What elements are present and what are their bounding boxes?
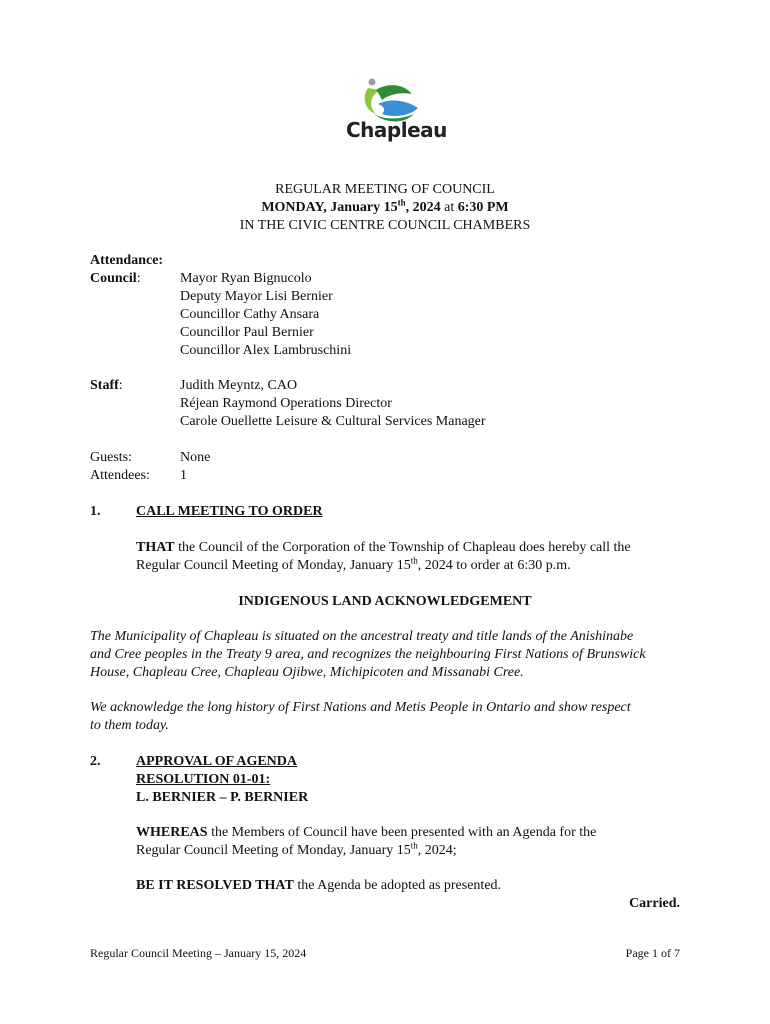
section-1-text-a: the Council of the Corporation of the Township of Chapleau does hereby call the (174, 540, 631, 555)
land-acknowledgement-heading: INDIGENOUS LAND ACKNOWLEDGEMENT (238, 594, 532, 609)
land-p2-line: to them today. (90, 718, 169, 733)
meeting-title (0, 181, 770, 199)
section-1-number: 1. (90, 504, 101, 519)
staff-label-colon: : (118, 378, 123, 393)
staff-member: Judith Meyntz, CAO (180, 378, 298, 393)
staff-member: Réjean Raymond Operations Director (180, 396, 392, 411)
carried-label: Carried. (629, 896, 680, 911)
meeting-at: at (440, 200, 458, 215)
page-number: Page 1 of 7 (625, 946, 680, 960)
meeting-day-suffix: th (397, 197, 406, 208)
chapleau-logo (338, 74, 447, 154)
guests-value: None (180, 450, 211, 465)
resolved-text: the Agenda be adopted as presented. (293, 878, 502, 893)
staff-list (180, 377, 486, 431)
land-p1-line: House, Chapleau Cree, Chapleau Ojibwe, Michipicoten and Missanabi Cree. (90, 665, 524, 680)
section-1-body (136, 539, 696, 575)
resolution-movers: L. BERNIER – P. BERNIER (136, 790, 309, 805)
section-2-whereas (136, 824, 696, 860)
staff-label (90, 377, 123, 395)
attendees-value: 1 (180, 468, 187, 483)
logo-wordmark: Chapleau (346, 118, 447, 142)
section-2-text-b1: Regular Council Meeting of Monday, January 15 (136, 843, 411, 858)
land-p2-line: We acknowledge the long history of First Nations and Metis People in Ontario and show respect (90, 700, 631, 715)
section-1-text-b1: Regular Council Meeting of Monday, January 15 (136, 558, 411, 573)
guests-label: Guests: (90, 450, 132, 465)
meeting-time: 6:30 PM (457, 200, 509, 215)
footer-left: Regular Council Meeting – January 15, 2024 (90, 946, 307, 960)
attendance-heading: Attendance: (90, 253, 164, 268)
council-list (180, 270, 351, 360)
meeting-day: MONDAY, January 15 (261, 200, 398, 215)
section-2-text-b2: , 2024; (417, 843, 457, 858)
that-keyword: THAT (136, 540, 175, 555)
land-acknowledgement-p1 (90, 628, 685, 682)
council-member: Deputy Mayor Lisi Bernier (180, 289, 333, 304)
resolution-number: RESOLUTION 01-01: (136, 772, 271, 787)
meeting-location (0, 217, 770, 235)
section-2-text-a: the Members of Council have been presented with an Agenda for the (207, 825, 597, 840)
attendees-label: Attendees: (90, 468, 150, 483)
land-acknowledgement-p2 (90, 699, 685, 735)
council-member: Councillor Alex Lambruschini (180, 343, 352, 358)
council-member: Councillor Paul Bernier (180, 325, 314, 340)
staff-member: Carole Ouellette Leisure & Cultural Services Manager (180, 414, 486, 429)
section-2-sup: th (410, 840, 418, 851)
whereas-keyword: WHEREAS (136, 825, 208, 840)
council-label-colon: : (136, 271, 141, 286)
meeting-datetime (0, 199, 770, 217)
section-1-sup: th (410, 555, 418, 566)
resolved-keyword: BE IT RESOLVED THAT (136, 878, 294, 893)
meeting-type: REGULAR MEETING OF COUNCIL (275, 182, 495, 197)
meeting-year: , 2024 (405, 200, 441, 215)
section-2-number: 2. (90, 754, 101, 769)
section-2-heading (136, 753, 696, 807)
chapleau-logo-graphic (338, 74, 447, 154)
section-1-title: CALL MEETING TO ORDER (136, 504, 323, 519)
land-p1-line: and Cree peoples in the Treaty 9 area, and recognizes the neighbouring First Nations of Brunswick (90, 647, 646, 662)
council-member: Mayor Ryan Bignucolo (180, 271, 312, 286)
council-label (90, 270, 141, 288)
land-p1-line: The Municipality of Chapleau is situated on the ancestral treaty and title lands of the Anishinabe (90, 629, 634, 644)
section-2-resolved (136, 877, 696, 895)
council-label-text: Council (90, 271, 137, 286)
meeting-location-text: IN THE CIVIC CENTRE COUNCIL CHAMBERS (239, 218, 531, 233)
section-2-title: APPROVAL OF AGENDA (136, 754, 298, 769)
council-member: Councillor Cathy Ansara (180, 307, 320, 322)
section-1-text-b2: , 2024 to order at 6:30 p.m. (417, 558, 571, 573)
staff-label-text: Staff (90, 378, 119, 393)
